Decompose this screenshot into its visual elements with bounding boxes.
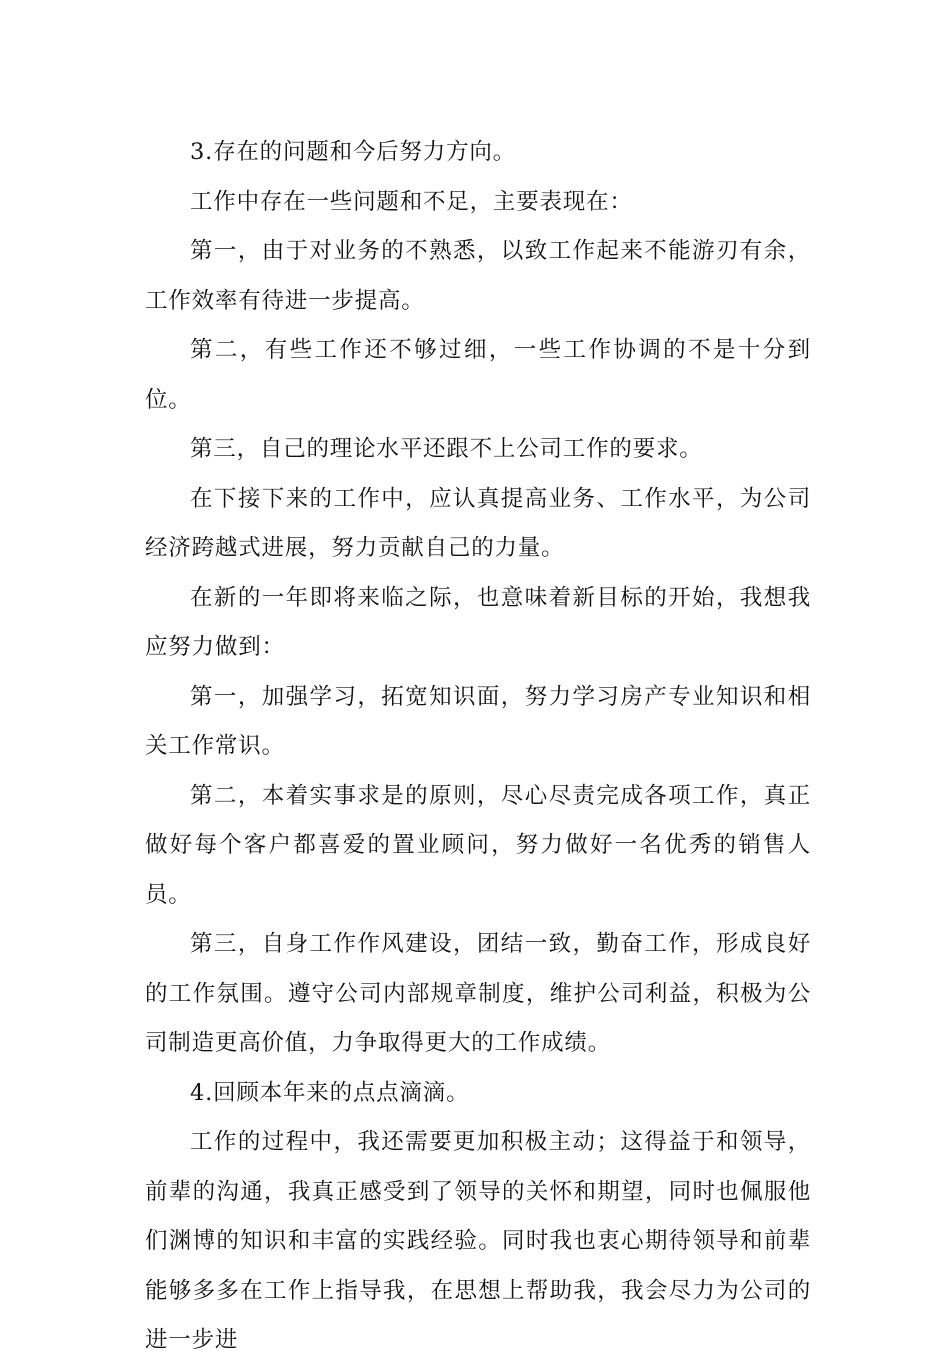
- paragraph: 在下接下来的工作中，应认真提高业务、工作水平，为公司经济跨越式进展，努力贡献自己的力量。: [145, 485, 811, 561]
- paragraph: 工作中存在一些问题和不足，主要表现在：: [190, 188, 633, 215]
- paragraph: 第一，加强学习，拓宽知识面，努力学习房产专业知识和相关工作常识。: [145, 683, 811, 759]
- paragraph: 工作的过程中，我还需要更加积极主动；这得益于和领导，前辈的沟通，我真正感受到了领导的关怀和期望，同时也佩服他们渊博的知识和丰富的实践经验。同时我也衷心期待领导和前辈能够多多在工作上指导我，在思想上帮助我，我会尽力为公司的进一步进: [145, 1129, 811, 1353]
- paragraph: 第一，由于对业务的不熟悉，以致工作起来不能游刃有余，工作效率有待进一步提高。: [145, 238, 811, 314]
- paragraph: 在新的一年即将来临之际，也意味着新目标的开始，我想我应努力做到：: [145, 584, 811, 660]
- paragraph: 第三，自己的理论水平还跟不上公司工作的要求。: [190, 436, 703, 462]
- paragraph: 第三，自身工作作风建设，团结一致，勤奋工作，形成良好的工作氛围。遵守公司内部规章制度，维护公司利益，积极为公司制造更高价值，力争取得更大的工作成绩。: [145, 931, 811, 1056]
- section-heading-3: 3.存在的问题和今后努力方向。: [190, 139, 516, 165]
- paragraph: 第二，本着实事求是的原则，尽心尽责完成各项工作，真正做好每个客户都喜爱的置业顾问，努力做好一名优秀的销售人员。: [145, 782, 811, 908]
- document-body: [145, 128, 811, 1366]
- section-heading-4: 4.回顾本年来的点点滴滴。: [190, 1079, 470, 1106]
- paragraph: 第二，有些工作还不够过细，一些工作协调的不是十分到位。: [145, 337, 811, 413]
